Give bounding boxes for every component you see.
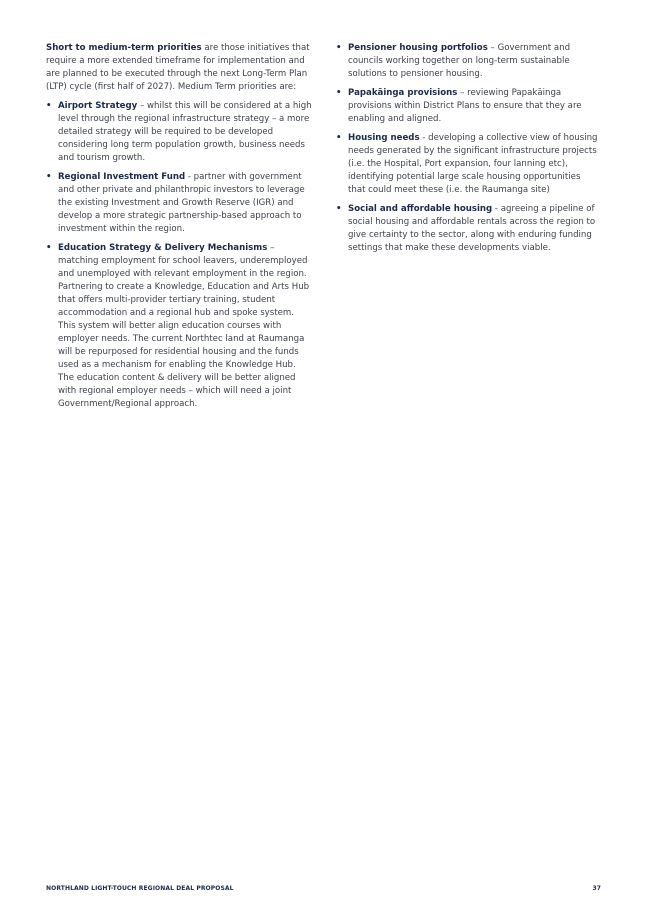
footer-title: NORTHLAND LIGHT-TOUCH REGIONAL DEAL PROPOSAL [46, 885, 234, 892]
item-text: - partner with government and other private and philanthropic investors to leverage the existing Investment and Growth Reserve (IGR) and develop a more strategic partnership-based approach to investment within the region. [58, 172, 305, 234]
item-heading: Education Strategy & Delivery Mechanisms [58, 243, 268, 253]
item-text: - agreeing a pipeline of social housing and affordable rentals across the region to give certainty to the sector, along with enduring funding settings that make these developments viable. [348, 204, 596, 253]
item-heading: Social and affordable housing [348, 204, 493, 214]
bullet-icon: • [46, 101, 52, 111]
item-text: – whilst this will be considered at a high level through the regional infrastructure strategy – a more detailed strategy will be required to be developed considering long term population growth, business needs and tourism growth. [58, 101, 312, 163]
item-text: – Government and councils working together on long-term sustainable solutions to pensioner housing. [348, 43, 571, 79]
right-column [336, 42, 600, 261]
list-item-papakainga-provisions [336, 87, 600, 126]
item-heading: Papakāinga provisions [348, 88, 458, 98]
item-text: – matching employment for school leavers, underemployed and unemployed with relevant employment in the region. Partnering to create a Knowledge, Education and Arts Hub that offers multi-provider tertiary training, student accommodation and a regional hub and spoke system. This system will better align education courses with employer needs. The current Northtec land at Raumanga will be repurposed for residential housing and the funds used as a mechanism for enabling the Knowledge Hub. The education content & delivery will be better aligned with regional employer needs – which will need a joint Government/Regional approach. [58, 243, 310, 409]
list-item-education-strategy [46, 242, 312, 411]
item-heading: Housing needs [348, 133, 420, 143]
bullet-icon: • [46, 243, 52, 253]
item-text: - developing a collective view of housing needs generated by the significant infrastructure projects (i.e. the Hospital, Port expansion, four lanning etc), identifying potential large scale housing opportunities that could meet these (i.e. the Raumanga site) [348, 133, 598, 195]
bullet-icon: • [336, 133, 342, 143]
item-text: – reviewing Papakāinga provisions within District Plans to ensure that they are enabling and aligned. [348, 88, 582, 124]
list-item-housing-needs [336, 132, 600, 197]
intro-lead: Short to medium-term priorities [46, 43, 202, 53]
item-heading: Pensioner housing portfolios [348, 43, 488, 53]
bullet-icon: • [336, 204, 342, 214]
intro-text: are those initiatives that require a more extended timeframe for implementation and are planned to be executed through the next Long-Term Plan (LTP) cycle (first half of 2027). Medium Term priorities are: [46, 43, 310, 92]
list-item-pensioner-housing [336, 42, 600, 81]
item-heading: Regional Investment Fund [58, 172, 186, 182]
list-item-airport-strategy [46, 100, 312, 165]
bullet-icon: • [46, 172, 52, 182]
list-item-regional-investment-fund [46, 171, 312, 236]
bullet-icon: • [336, 88, 342, 98]
left-column [46, 42, 312, 417]
list-item-social-affordable-housing [336, 203, 600, 255]
item-heading: Airport Strategy [58, 101, 138, 111]
right-priority-list [336, 42, 600, 255]
bullet-icon: • [336, 43, 342, 53]
page-number: 37 [592, 885, 601, 892]
intro-paragraph [46, 42, 312, 94]
left-priority-list [46, 100, 312, 411]
